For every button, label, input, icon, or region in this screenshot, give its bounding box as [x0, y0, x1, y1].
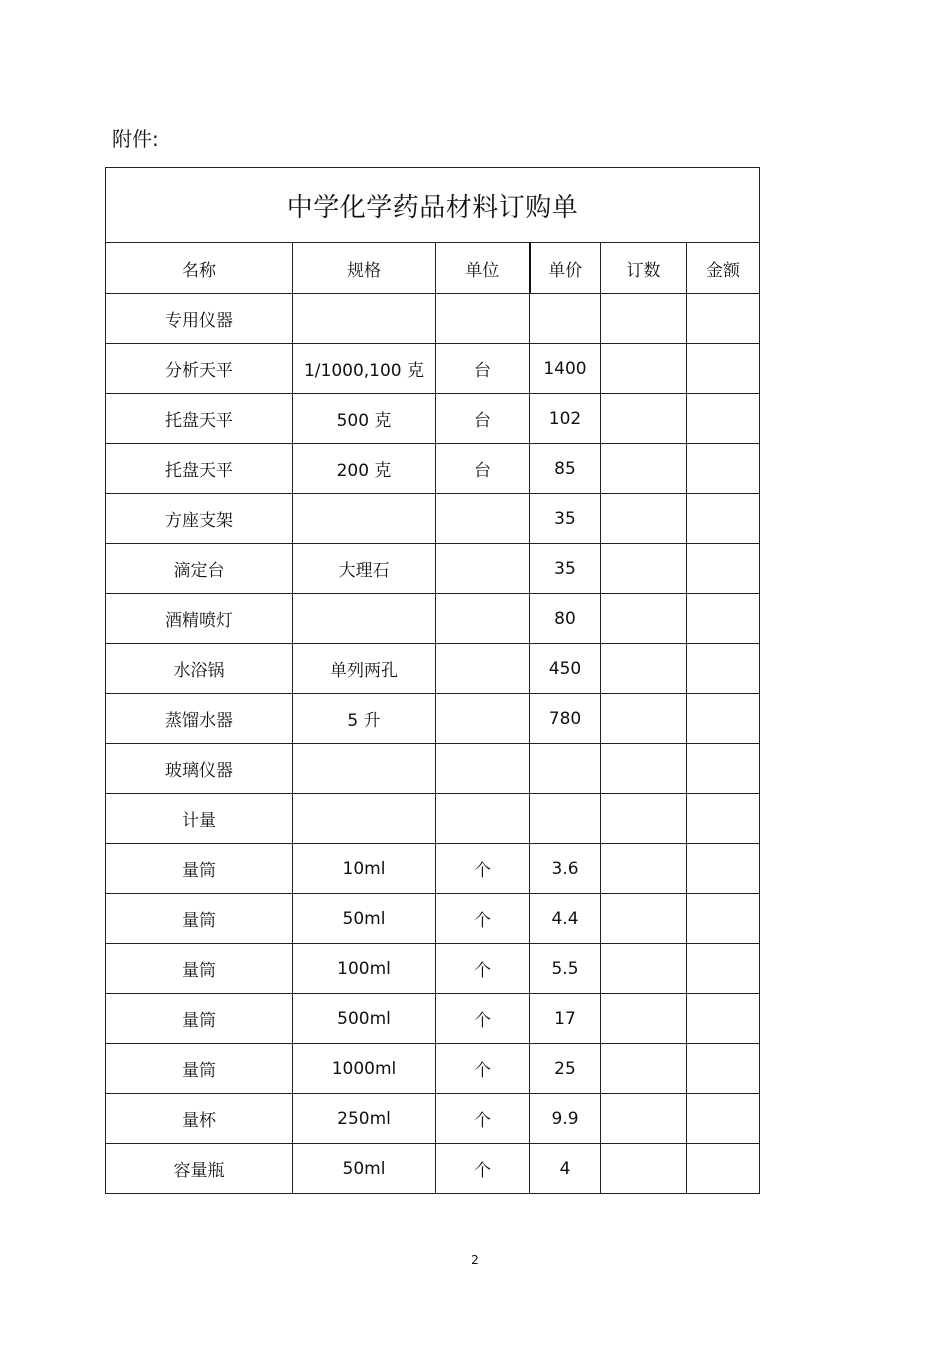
cell-amount: [687, 544, 760, 594]
cell-quantity: [601, 394, 687, 444]
cell-spec: 单列两孔: [293, 644, 436, 694]
cell-price: [530, 794, 601, 844]
cell-name: 量筒: [106, 944, 293, 994]
header-price: 单价: [530, 243, 601, 294]
cell-name: 量筒: [106, 1044, 293, 1094]
cell-quantity: [601, 694, 687, 744]
cell-unit: 个: [436, 944, 530, 994]
cell-amount: [687, 944, 760, 994]
header-row: [106, 243, 760, 294]
cell-spec: 50ml: [293, 894, 436, 944]
table-row: [106, 694, 760, 744]
cell-price: 1400: [530, 344, 601, 394]
cell-amount: [687, 994, 760, 1044]
table-row: [106, 1094, 760, 1144]
cell-spec: 1/1000,100 克: [293, 344, 436, 394]
cell-price: 25: [530, 1044, 601, 1094]
cell-name: 量筒: [106, 994, 293, 1044]
cell-amount: [687, 1144, 760, 1194]
cell-amount: [687, 1094, 760, 1144]
cell-amount: [687, 344, 760, 394]
cell-name: 量筒: [106, 894, 293, 944]
cell-spec: 500 克: [293, 394, 436, 444]
header-unit: 单位: [436, 243, 530, 294]
cell-price: 102: [530, 394, 601, 444]
cell-name: 玻璃仪器: [106, 744, 293, 794]
table-row: [106, 944, 760, 994]
table-row: [106, 394, 760, 444]
cell-price: 35: [530, 544, 601, 594]
cell-price: 35: [530, 494, 601, 544]
cell-unit: 个: [436, 1144, 530, 1194]
cell-amount: [687, 394, 760, 444]
cell-quantity: [601, 944, 687, 994]
cell-spec: 5 升: [293, 694, 436, 744]
cell-name: 滴定台: [106, 544, 293, 594]
cell-unit: [436, 694, 530, 744]
header-name: 名称: [106, 243, 293, 294]
cell-price: 3.6: [530, 844, 601, 894]
cell-quantity: [601, 494, 687, 544]
cell-price: 9.9: [530, 1094, 601, 1144]
cell-unit: [436, 494, 530, 544]
cell-price: [530, 744, 601, 794]
cell-unit: [436, 644, 530, 694]
cell-amount: [687, 294, 760, 344]
cell-name: 专用仪器: [106, 294, 293, 344]
cell-price: 17: [530, 994, 601, 1044]
cell-amount: [687, 444, 760, 494]
cell-quantity: [601, 994, 687, 1044]
cell-price: 5.5: [530, 944, 601, 994]
table-row: [106, 794, 760, 844]
cell-unit: 台: [436, 344, 530, 394]
cell-quantity: [601, 544, 687, 594]
cell-unit: [436, 294, 530, 344]
cell-spec: 50ml: [293, 1144, 436, 1194]
cell-amount: [687, 894, 760, 944]
header-quantity: 订数: [601, 243, 687, 294]
cell-quantity: [601, 644, 687, 694]
cell-name: 计量: [106, 794, 293, 844]
table-title: 中学化学药品材料订购单: [106, 168, 760, 243]
cell-amount: [687, 694, 760, 744]
table-row: [106, 594, 760, 644]
cell-name: 水浴锅: [106, 644, 293, 694]
table-row: [106, 894, 760, 944]
cell-name: 托盘天平: [106, 444, 293, 494]
cell-name: 量筒: [106, 844, 293, 894]
cell-name: 托盘天平: [106, 394, 293, 444]
cell-unit: [436, 594, 530, 644]
cell-price: 80: [530, 594, 601, 644]
cell-spec: 200 克: [293, 444, 436, 494]
cell-unit: 个: [436, 894, 530, 944]
cell-price: 4.4: [530, 894, 601, 944]
cell-quantity: [601, 794, 687, 844]
cell-spec: [293, 594, 436, 644]
cell-spec: 500ml: [293, 994, 436, 1044]
cell-amount: [687, 1044, 760, 1094]
cell-unit: 个: [436, 1094, 530, 1144]
cell-quantity: [601, 844, 687, 894]
cell-spec: 10ml: [293, 844, 436, 894]
cell-quantity: [601, 744, 687, 794]
cell-spec: [293, 794, 436, 844]
cell-quantity: [601, 344, 687, 394]
cell-quantity: [601, 1044, 687, 1094]
table-row: [106, 344, 760, 394]
page-number: 2: [471, 1253, 479, 1267]
cell-quantity: [601, 594, 687, 644]
cell-name: 分析天平: [106, 344, 293, 394]
cell-spec: 250ml: [293, 1094, 436, 1144]
cell-spec: [293, 744, 436, 794]
cell-quantity: [601, 894, 687, 944]
cell-amount: [687, 794, 760, 844]
table-row: [106, 544, 760, 594]
table-row: [106, 644, 760, 694]
table-row: [106, 744, 760, 794]
cell-unit: 台: [436, 394, 530, 444]
cell-quantity: [601, 1094, 687, 1144]
cell-unit: 个: [436, 1044, 530, 1094]
cell-spec: 1000ml: [293, 1044, 436, 1094]
cell-quantity: [601, 1144, 687, 1194]
cell-price: 85: [530, 444, 601, 494]
cell-amount: [687, 494, 760, 544]
cell-spec: [293, 494, 436, 544]
cell-quantity: [601, 294, 687, 344]
cell-price: 780: [530, 694, 601, 744]
cell-name: 容量瓶: [106, 1144, 293, 1194]
cell-name: 方座支架: [106, 494, 293, 544]
cell-spec: 大理石: [293, 544, 436, 594]
header-spec: 规格: [293, 243, 436, 294]
cell-amount: [687, 594, 760, 644]
cell-amount: [687, 644, 760, 694]
cell-price: 4: [530, 1144, 601, 1194]
cell-unit: 个: [436, 994, 530, 1044]
table-row: [106, 1044, 760, 1094]
cell-price: 450: [530, 644, 601, 694]
cell-unit: 个: [436, 844, 530, 894]
cell-price: [530, 294, 601, 344]
cell-name: 蒸馏水器: [106, 694, 293, 744]
table-row: [106, 844, 760, 894]
cell-name: 量杯: [106, 1094, 293, 1144]
table-row: [106, 994, 760, 1044]
cell-unit: [436, 544, 530, 594]
cell-name: 酒精喷灯: [106, 594, 293, 644]
cell-spec: [293, 294, 436, 344]
header-amount: 金额: [687, 243, 760, 294]
table-row: [106, 1144, 760, 1194]
cell-amount: [687, 844, 760, 894]
table-row: [106, 444, 760, 494]
title-row: [106, 168, 760, 243]
cell-spec: 100ml: [293, 944, 436, 994]
cell-unit: 台: [436, 444, 530, 494]
cell-unit: [436, 744, 530, 794]
cell-amount: [687, 744, 760, 794]
table-row: [106, 294, 760, 344]
order-table: [105, 167, 760, 1194]
attachment-label: 附件:: [112, 127, 159, 151]
cell-unit: [436, 794, 530, 844]
cell-quantity: [601, 444, 687, 494]
table-row: [106, 494, 760, 544]
